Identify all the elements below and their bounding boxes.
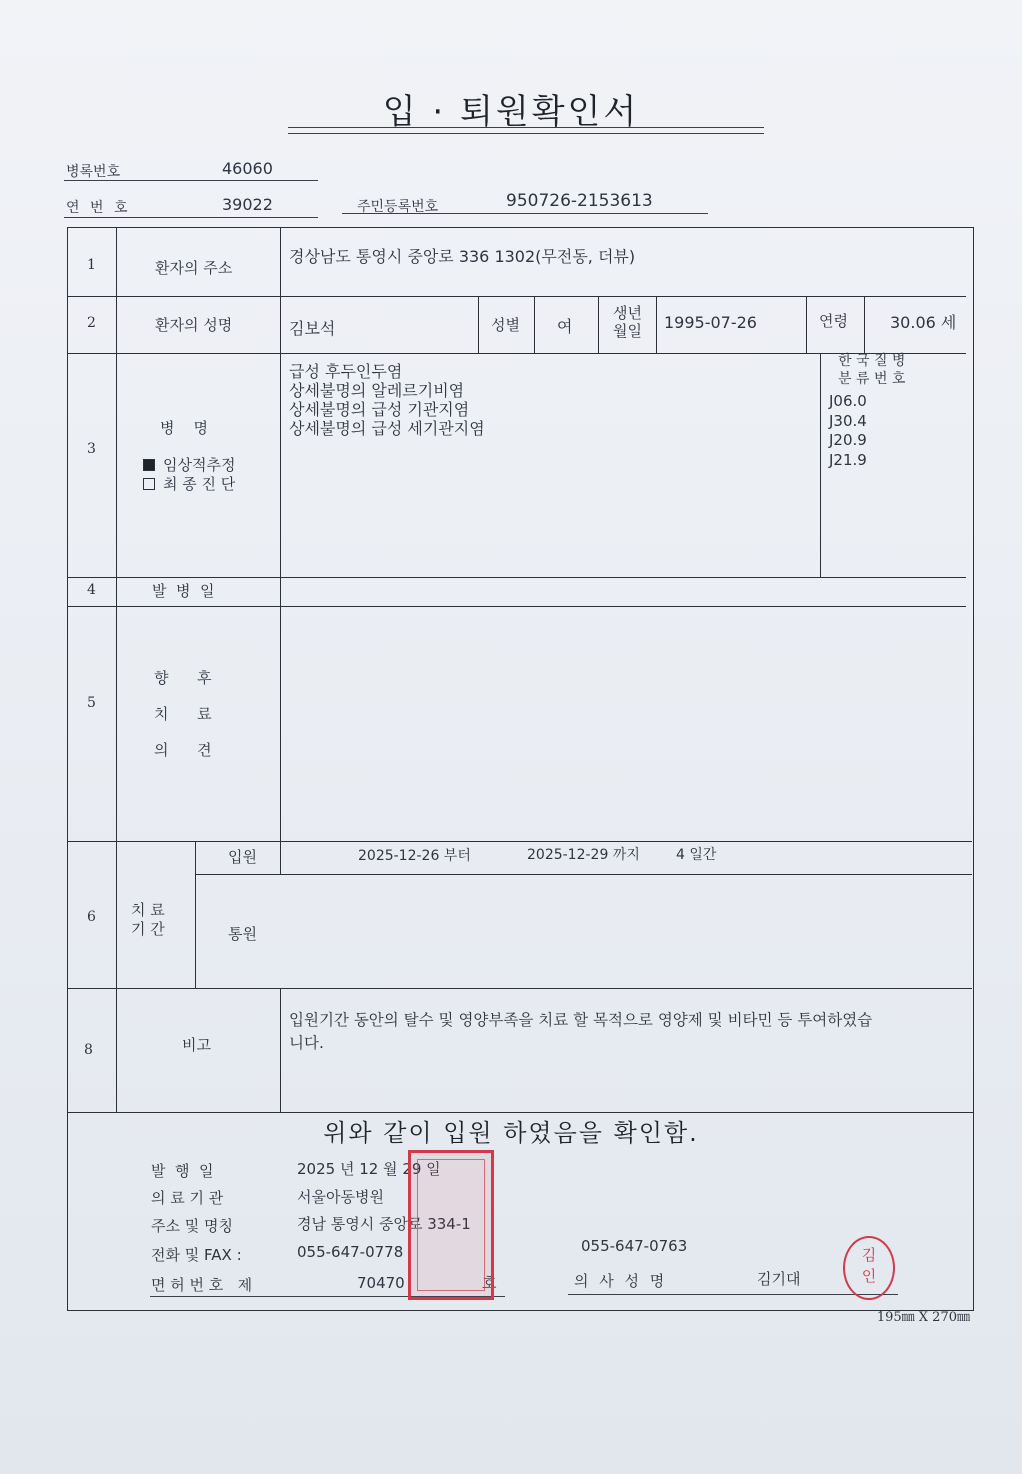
- final-diagnosis-checkbox: [143, 473, 235, 494]
- inpatient-from: 2025-12-26 부터: [358, 848, 471, 864]
- column-divider: [478, 296, 479, 353]
- license-suffix: 호: [482, 1274, 497, 1292]
- outpatient-label: 통원: [228, 925, 257, 943]
- row-divider: [67, 296, 966, 297]
- row-number: 5: [87, 695, 96, 711]
- hospital-stamp-border: [417, 1159, 485, 1291]
- column-divider: [864, 296, 865, 353]
- remarks-value: 입원기간 동안의 탈수 및 영양부족을 치료 할 목적으로 영양제 및 비타민 등 투여하였습: [289, 1011, 873, 1029]
- remarks-label: 비고: [182, 1036, 211, 1054]
- serial-number-label: 연 번 호: [66, 200, 131, 216]
- column-divider: [116, 227, 117, 1112]
- kcd-code: J20.9: [829, 431, 867, 449]
- age-label: 연령: [819, 312, 848, 330]
- row-divider: [195, 874, 972, 875]
- confirmation-statement: 위와 같이 입원 하였음을 확인함.: [323, 1119, 699, 1147]
- resident-number-value: 950726-2153613: [506, 191, 653, 211]
- diagnosis-item: 급성 후두인두염: [289, 362, 403, 381]
- disease-name-label: 병 명: [160, 419, 209, 437]
- phone-value: 055-647-0778: [297, 1243, 404, 1261]
- clinical-estimate-label: 임상적추정: [163, 456, 236, 474]
- form-size-note: 195㎜ X 270㎜: [876, 1310, 970, 1325]
- row-divider: [67, 841, 972, 842]
- row-divider: [67, 606, 966, 607]
- row-number: 8: [84, 1042, 93, 1058]
- diagnosis-item: 상세불명의 급성 기관지염: [289, 400, 470, 419]
- row-number: 3: [87, 441, 96, 457]
- diagnosis-item: 상세불명의 급성 세기관지염: [289, 419, 485, 438]
- column-divider: [656, 296, 657, 353]
- birth-date-label: 생년: [613, 304, 642, 322]
- title-underline: [288, 133, 764, 134]
- prognosis-label: 치 료: [154, 705, 212, 723]
- record-number-label: 병록번호: [66, 164, 121, 180]
- doctor-seal: [843, 1236, 895, 1300]
- patient-name-label: 환자의 성명: [155, 316, 233, 334]
- prognosis-label: 의 견: [154, 741, 212, 759]
- kcd-label: 한 국 질 병: [838, 353, 906, 369]
- column-divider: [820, 353, 821, 577]
- patient-address-value: 경상남도 통영시 중앙로 336 1302(무전동, 더뷰): [289, 247, 636, 266]
- column-divider: [195, 841, 196, 988]
- patient-address-label: 환자의 주소: [155, 259, 233, 277]
- row-number: 6: [87, 909, 96, 925]
- column-divider: [280, 988, 281, 1112]
- unchecked-box-icon: [143, 478, 155, 490]
- license-number: 70470: [357, 1274, 405, 1292]
- diagnosis-list: [289, 362, 485, 438]
- birth-date-value: 1995-07-26: [664, 313, 757, 332]
- hospital-stamp: [408, 1150, 494, 1300]
- title-underline: [288, 127, 764, 128]
- inpatient-days: 4 일간: [676, 847, 717, 863]
- prognosis-label: 향 후: [154, 669, 212, 687]
- doctor-underline: [568, 1294, 898, 1295]
- kcd-code-list: [829, 392, 867, 470]
- issue-date-label: 발 행 일: [151, 1162, 214, 1180]
- patient-name-value: 김보석: [289, 319, 336, 338]
- row-divider: [67, 353, 966, 354]
- treatment-period-label: 치 료: [131, 901, 165, 919]
- age-value: 30.06 세: [890, 313, 957, 332]
- seal-text: 인: [861, 1267, 877, 1285]
- column-divider: [280, 227, 281, 841]
- kcd-code: J30.4: [829, 411, 867, 430]
- clinical-estimate-checkbox: [143, 454, 235, 475]
- row-number: 2: [87, 315, 96, 331]
- row-number: 4: [87, 582, 96, 598]
- sex-label: 성별: [491, 316, 520, 334]
- sex-value: 여: [557, 317, 573, 336]
- diagnosis-item: 상세불명의 알레르기비염: [289, 381, 465, 400]
- phone-label: 전화 및 FAX :: [151, 1246, 242, 1264]
- kcd-code: J06.0: [829, 392, 867, 410]
- row-number: 1: [87, 257, 96, 273]
- row-divider: [67, 988, 972, 989]
- seal-text: 김: [861, 1246, 877, 1264]
- row-divider: [67, 577, 966, 578]
- final-diagnosis-label: 최 종 진 단: [163, 475, 236, 493]
- hospital-label: 의 료 기 관: [151, 1189, 224, 1207]
- checked-box-icon: [143, 459, 155, 471]
- resident-number-underline: [342, 213, 708, 214]
- hospital-address: 경남 통영시 중앙로 334-1: [297, 1215, 471, 1233]
- birth-date-label: 월일: [613, 322, 642, 340]
- address-label: 주소 및 명칭: [151, 1217, 233, 1235]
- column-divider: [280, 841, 281, 874]
- doctor-name: 김기대: [757, 1270, 801, 1288]
- column-divider: [534, 296, 535, 353]
- treatment-period-label: 기 간: [131, 920, 165, 938]
- issue-date-value: 2025 년 12 월 29 일: [297, 1160, 441, 1178]
- fax-value: 055-647-0763: [581, 1237, 688, 1255]
- document-title: 입 · 퇴원확인서: [382, 92, 640, 132]
- doctor-name-label: 의 사 성 명: [574, 1272, 668, 1290]
- hospital-name: 서울아동병원: [297, 1188, 384, 1206]
- onset-date-label: 발 병 일: [152, 582, 215, 600]
- serial-number-underline: [64, 217, 318, 218]
- remarks-value: 니다.: [289, 1034, 324, 1052]
- form-table: [67, 227, 974, 1311]
- column-divider: [806, 296, 807, 353]
- serial-number-value: 39022: [222, 195, 273, 214]
- column-divider: [598, 296, 599, 353]
- kcd-label: 분 류 번 호: [838, 371, 906, 387]
- license-label: 면 허 번 호 제: [151, 1276, 253, 1294]
- inpatient-to: 2025-12-29 까지: [527, 847, 640, 863]
- inpatient-label: 입원: [228, 848, 257, 866]
- resident-number-label: 주민등록번호: [357, 199, 439, 215]
- record-number-value: 46060: [222, 159, 273, 178]
- record-number-underline: [64, 180, 318, 181]
- kcd-code: J21.9: [829, 450, 867, 469]
